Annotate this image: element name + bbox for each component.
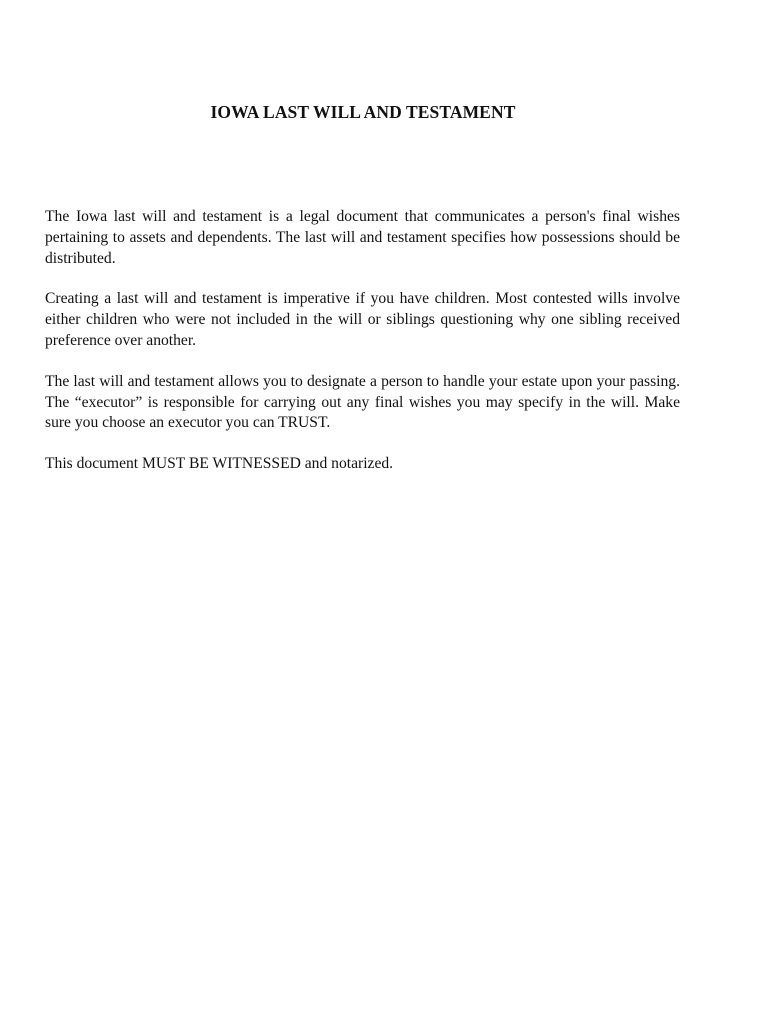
paragraph-executor: The last will and testament allows you to designate a person to handle your estate upon your passing. The “executor” is responsible for carrying out any final wishes you may specify in the will. Make sure you choose an executor you can TRUST. [45, 372, 680, 432]
paragraph-intro: The Iowa last will and testament is a legal document that communicates a person's final wishes pertaining to assets and dependents. The last will and testament specifies how possessions should be distributed. [45, 208, 680, 267]
document-title: IOWA LAST WILL AND TESTAMENT [210, 102, 516, 122]
paragraph-witness-notice: This document MUST BE WITNESSED and notarized. [45, 455, 394, 473]
document-body [45, 207, 680, 495]
paragraph-children: Creating a last will and testament is imperative if you have children. Most contested wills involve either children who were not included in the will or siblings questioning why one sibling received preference over another. [45, 290, 680, 349]
